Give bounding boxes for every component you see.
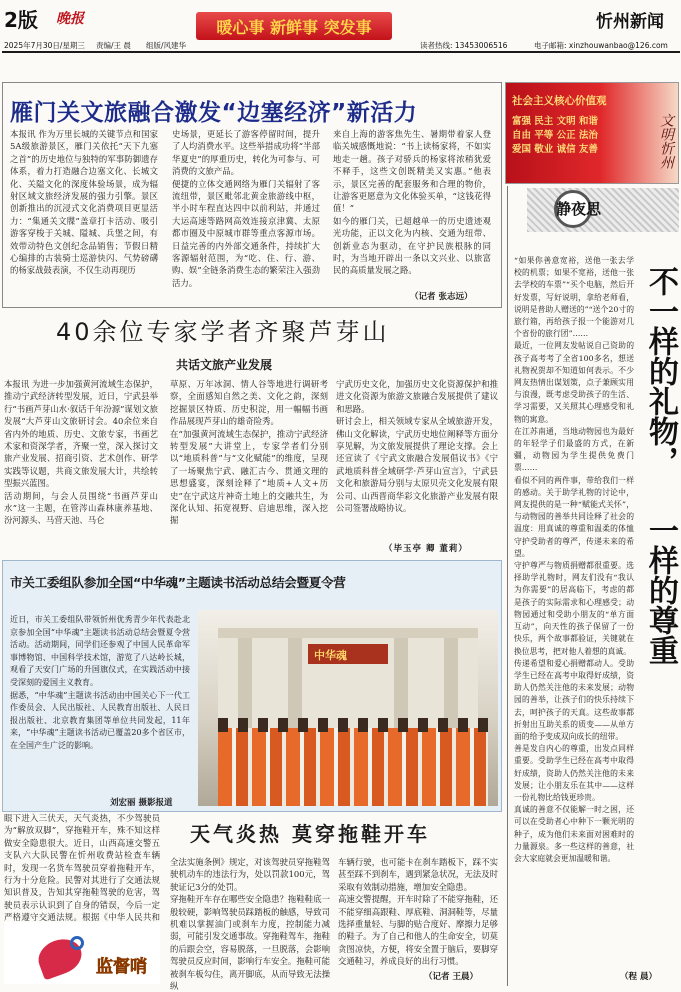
column-byline: （程 晨） (620, 972, 657, 982)
column-header-bar (527, 188, 679, 232)
photo-group-people (218, 728, 488, 806)
reader-hotline: 读者热线: 13453006516 (420, 41, 508, 50)
core-values-line2: 自由 平等 公正 法治 (512, 130, 598, 141)
supervision-ad (4, 922, 160, 984)
column-headline-1: 不一样的礼物， (643, 266, 678, 476)
article2-col1: 本报讯 为进一步加强黄河流域生态保护，推动宁武经济转型发展，近日，宁武县举行“书画芦芽山水·叙话千年汾源”谋划文旅发展“大芦芽山文旅研讨会。40余位来自省内外的地质、历史、文旅专家，书画艺术家和资深学者，齐聚一堂，深入探讨文旅产业发展、招商引资、艺术创作、研学实践等议题，共商文旅发展大计，共绘转型振兴蓝图。 活动期间，与会人员围绕“书画芦芽山水”这一主题，在管涔山森林康养基地、汾河源头、马营天池、马仑 (4, 379, 158, 526)
article2-col3: 宁武历史文化，加强历史文化资源保护和推进文化资源为旅游文旅融合发展提供了建议和思路。 研讨会上，相关领域专家从全域旅游开发，佛山文化解读，宁武历史地位阐释等方面分享见解，为文旅发展提供了理论支撑。会上还宣读了《宁武文旅融合发展倡议书》《宁武地质科普全域研学·芦芽山宣言》，宁武县文化和旅游局分别与太原贝壳文化发展有限公司、山西晋商华彩文化旅游产业发展有限公司签署战略协议。 (336, 379, 498, 514)
masthead-banner-text: 暖心事 新鲜事 突发事 (216, 18, 372, 37)
article4-headline: 天气炎热 莫穿拖鞋开车 (190, 822, 430, 846)
layout-credit: 组版/风建华 (146, 41, 187, 50)
article2-col2: 草原、万年冰洞、情人谷等地进行调研考察，全面感知自然之美、文化之韵，深刻挖掘景区特质、历史积淀，用一幅幅书画作品展现芦芽山的雄奇险秀。 在“加强黄河流域生态保护，推动宁武经济转型发展”大讲堂上，专家学者们分别以“地质科普”与“文化赋能”的维度，呈现了一场聚焦宁武、融汇古今、贯通文理的思想盛宴，深刻诠释了“地质+人文+历史”在宁武这片神奇土地上的交融共生，为深化认知、拓宽视野、启迪思维，深入挖掘 (170, 379, 328, 526)
article2-subtitle: 共话文旅产业发展 (176, 358, 273, 372)
column-headline-2: 一样的尊重 (643, 515, 678, 665)
email-address: 电子邮箱: xinzhouwanbao@126.com (534, 41, 668, 50)
group-photo (198, 610, 498, 806)
newspaper-logo: 晚报 (56, 11, 84, 27)
article3-headline: 市关工委组队参加全国“中华魂”主题读书活动总结会暨夏令营 (10, 575, 346, 590)
article3-caption: 刘宏丽 摄影报道 (110, 798, 173, 808)
core-values-line3: 爱国 敬业 诚信 友善 (512, 144, 598, 155)
column-name: 静夜思 (556, 200, 602, 218)
article2-byline: （毕玉亭 卿 董莉） (384, 544, 468, 554)
article4-col1: 眼下进入三伏天，天气炎热，不少驾驶员为“解放双脚”，穿拖鞋开车，殊不知这样做安全隐患很大。近日，山西高速交警五支队六大队民警在忻州收费站检查车辆时，发现一名货车驾驶员穿着拖鞋开车，行为十分危险。民警对其进行了交通法规知识普及，告知其穿拖鞋驾驶的危害，驾驶员表示认识到了自身的错误，今后一定严格遵守交通法规。根据《中华人民共和 (4, 813, 160, 923)
article4-col2: 全法实施条例》规定，对该驾驶员穿拖鞋驾驶机动车的违法行为，处以罚款100元，驾驶证记3分的处罚。 穿拖鞋开车存在哪些安全隐患？拖鞋鞋底一般较硬，影响驾驶员踩踏板的触感，导致司机难以掌握油门或刹车力度，控制能力减弱，可能引发交通事故。穿拖鞋驾车，拖鞋的后跟会空，容易脱落，一旦脱落，会影响驾驶员反应时间，影响行车安全。拖鞋可能被刹车板勾住，离开脚底，从而导致无法操纵 (170, 857, 330, 992)
editor-credit: 责编/王 晨 (96, 41, 131, 50)
article3-body: 近日，市关工委组队带领忻州优秀青少年代表赴北京参加全国“中华魂”主题读书活动总结会暨夏令营活动。活动期间，同学们还参观了中国人民革命军事博物馆、中国科学技术馆，游览了八达岭长城，观看了天安门广场的升国旗仪式，在实践活动中接受深刻的爱国主义教育。 据悉，“中华魂”主题读书活动由中国关心下一代工作委员会、人民出版社、人民教育出版社、人民日报出版社、北京教育集团等单位共同发起，11年来，“中华魂”主题读书活动已覆盖20多个省区市，在全国产生广泛的影响。 (10, 615, 190, 750)
column-body: “如果你善意宽裕，送他一张去学校的机票；如果不宽裕，送他一张去学校的车票”“买个电脑，然后开好发票，写好说明，拿给老师看，说明是普助人赠送的”“送个20寸的旅行箱，再给孩子报一个能游对几个省份的旅行团”…… 最近，一位网友发帖说自己资助的孩子高考考了全省100多名，想送礼物祝贺却不知道如何表示。不少网友热情出谋划策，点子兼顾实用与浪漫，既考虑受助孩子的生活、学习需要，又关照其心理感受和礼物的寓意。 在江苏南通，当地动物园也为最好的年轻学子们最盛的方式，在新疆，动物园为学生提供免费门票…… 看似不同的两件事，带给我们一样的感动。关于助学礼物的讨论中，网友提供的是一种“赋能式关怀”，与动物园的善举共同诠释了社会的温度：用真诚的尊重和温柔的体恤守护受助者的尊严，传递未来的希望。 守护尊严与物质捐赠都很重要。选择助学礼物时，网友们没有“我认为你需要”的居高临下，考虑的都是孩子的实际需求和心理感受；动物园通过和受助小朋友的“单方面互动”，向天性的孩子保留了一份快乐，两个故事都验证，关键就在换位思考，把对他人着想的真诚。 传递希望和爱心捐赠都动人。受助学生已经在高考中取得好成绩，资助人仍然关注他的未来发展；动物园的善举，让孩子们的快乐持续下去，呵护孩子的天真。这些故事都折射出互助关系的质变——从单方面的给予变成双向成长的纽带。 善是发自内心的尊重，出发点同样重要。受助学生已经在高考中取得好成绩，资助人仍然关注他的未来发展；让小朋友乐在其中——这样一份礼物比给钱更珍贵。 真诚的善意不仅能解一时之困，还可以在受助者心中种下一颗光明的种子，成为他们未来面对困难时的力量源泉。多一些这样的善意，社会大家庭就会更加温暖和谐。 (514, 256, 634, 863)
photo-heads (218, 718, 488, 732)
section-name: 忻州新闻 (596, 12, 664, 32)
article2-headline: 40余位专家学者齐聚芦芽山 (56, 318, 390, 346)
core-values-line1: 富强 民主 文明 和谐 (512, 116, 598, 127)
date-line: 2025年7月30日/星期三 (4, 41, 85, 50)
masthead (0, 0, 681, 50)
core-values-ad (505, 82, 679, 184)
supervision-label: 监督哨 (96, 957, 147, 977)
page-number: 2版 (4, 8, 38, 32)
article1-col1: 本报讯 作为万里长城的关键节点和国家5A级旅游景区，雁门关依托“天下九塞之首”的历史地位与独特的军事防御遗存体系，着力打造融合边塞文化、长城文化、关隘文化的深度体验场景，成为辐射区域文旅经济发展的强力引擎。景区创新推出的沉浸式文化消费项目更显活力：“集通关文牒”盖章打卡活动、吸引游客穿梭于关城、隘城、兵堡之间，有效带动特色文创纪念品销售；节假日精心编排的古装骑士巡游快闪、气势磅礴的杨家战鼓表演，不仅生动再现历 (10, 129, 158, 276)
article1-col2: 史场景，更延长了游客停留时间，提升了人均消费水平。这些举措成功将“半部华夏史”的厚重历史，转化为可参与、可消费的文旅产品。 便捷的立体交通网络为雁门关辐射了客流纽带，景区毗邻北黄金旅游线中枢，半小时车程直达四中以前利站，并通过大运高速等路网高效连接京津冀、太原都市圈及中原城市群等重点客源市场。日益完善的内外部交通条件，持续扩大客源辐射范围，为“吃、住、行、游、购、娱”全链条消费生态的繁荣注入强劲活力。 (172, 129, 320, 288)
masthead-rule (2, 51, 680, 53)
whistle-ring-icon (70, 936, 84, 950)
article1-headline: 雁门关文旅融合激发“边塞经济”新活力 (10, 100, 418, 126)
article1-byline: （记者 张志远） (410, 292, 473, 302)
article1-col3: 来自上海的游客焦先生、暑期带着家人登临关城感慨地说：“书上读杨家将，不如实地走一趟。孩子对骄兵的杨家将浓稍犹爱不释手，这些文创既精美又实惠。”他表示，景区完善的配套服务和合理的物价，让游客更愿意为文化体验买单，“这钱花得值！” 如今的雁门关，已超越单一的历史遗迹观光功能，正以文化为内核、交通为纽带、创新业态为驱动，在守护民族根脉的同时，为当地开辟出一条以文兴业、以旅富民的高质量发展之路。 (333, 129, 491, 276)
calligraphy-logo: 文明忻州 (658, 113, 674, 169)
article4-byline: （记者 王晨） (424, 972, 478, 982)
photo-banner-text: 中华魂 (314, 649, 347, 662)
core-values-title: 社会主义核心价值观 (512, 95, 607, 107)
article4-col3: 车辆行驶，也可能卡在刹车踏板下，踩不实甚至踩不到刹车，遇到紧急状况，无法及时采取有效制动措施，增加安全隐患。 高速交警提醒，开车时除了不能穿拖鞋，还不能穿细高跟鞋、厚底鞋、洞洞鞋等，尽量选择重量轻、与脚的贴合度好、摩擦力足够的鞋子。为了自己和他人的生命安全，切莫贪图凉快，方便，将安全置于脑后，要脚穿交通鞋习，养成良好的出行习惯。 (338, 857, 498, 967)
column-divider (507, 186, 508, 986)
